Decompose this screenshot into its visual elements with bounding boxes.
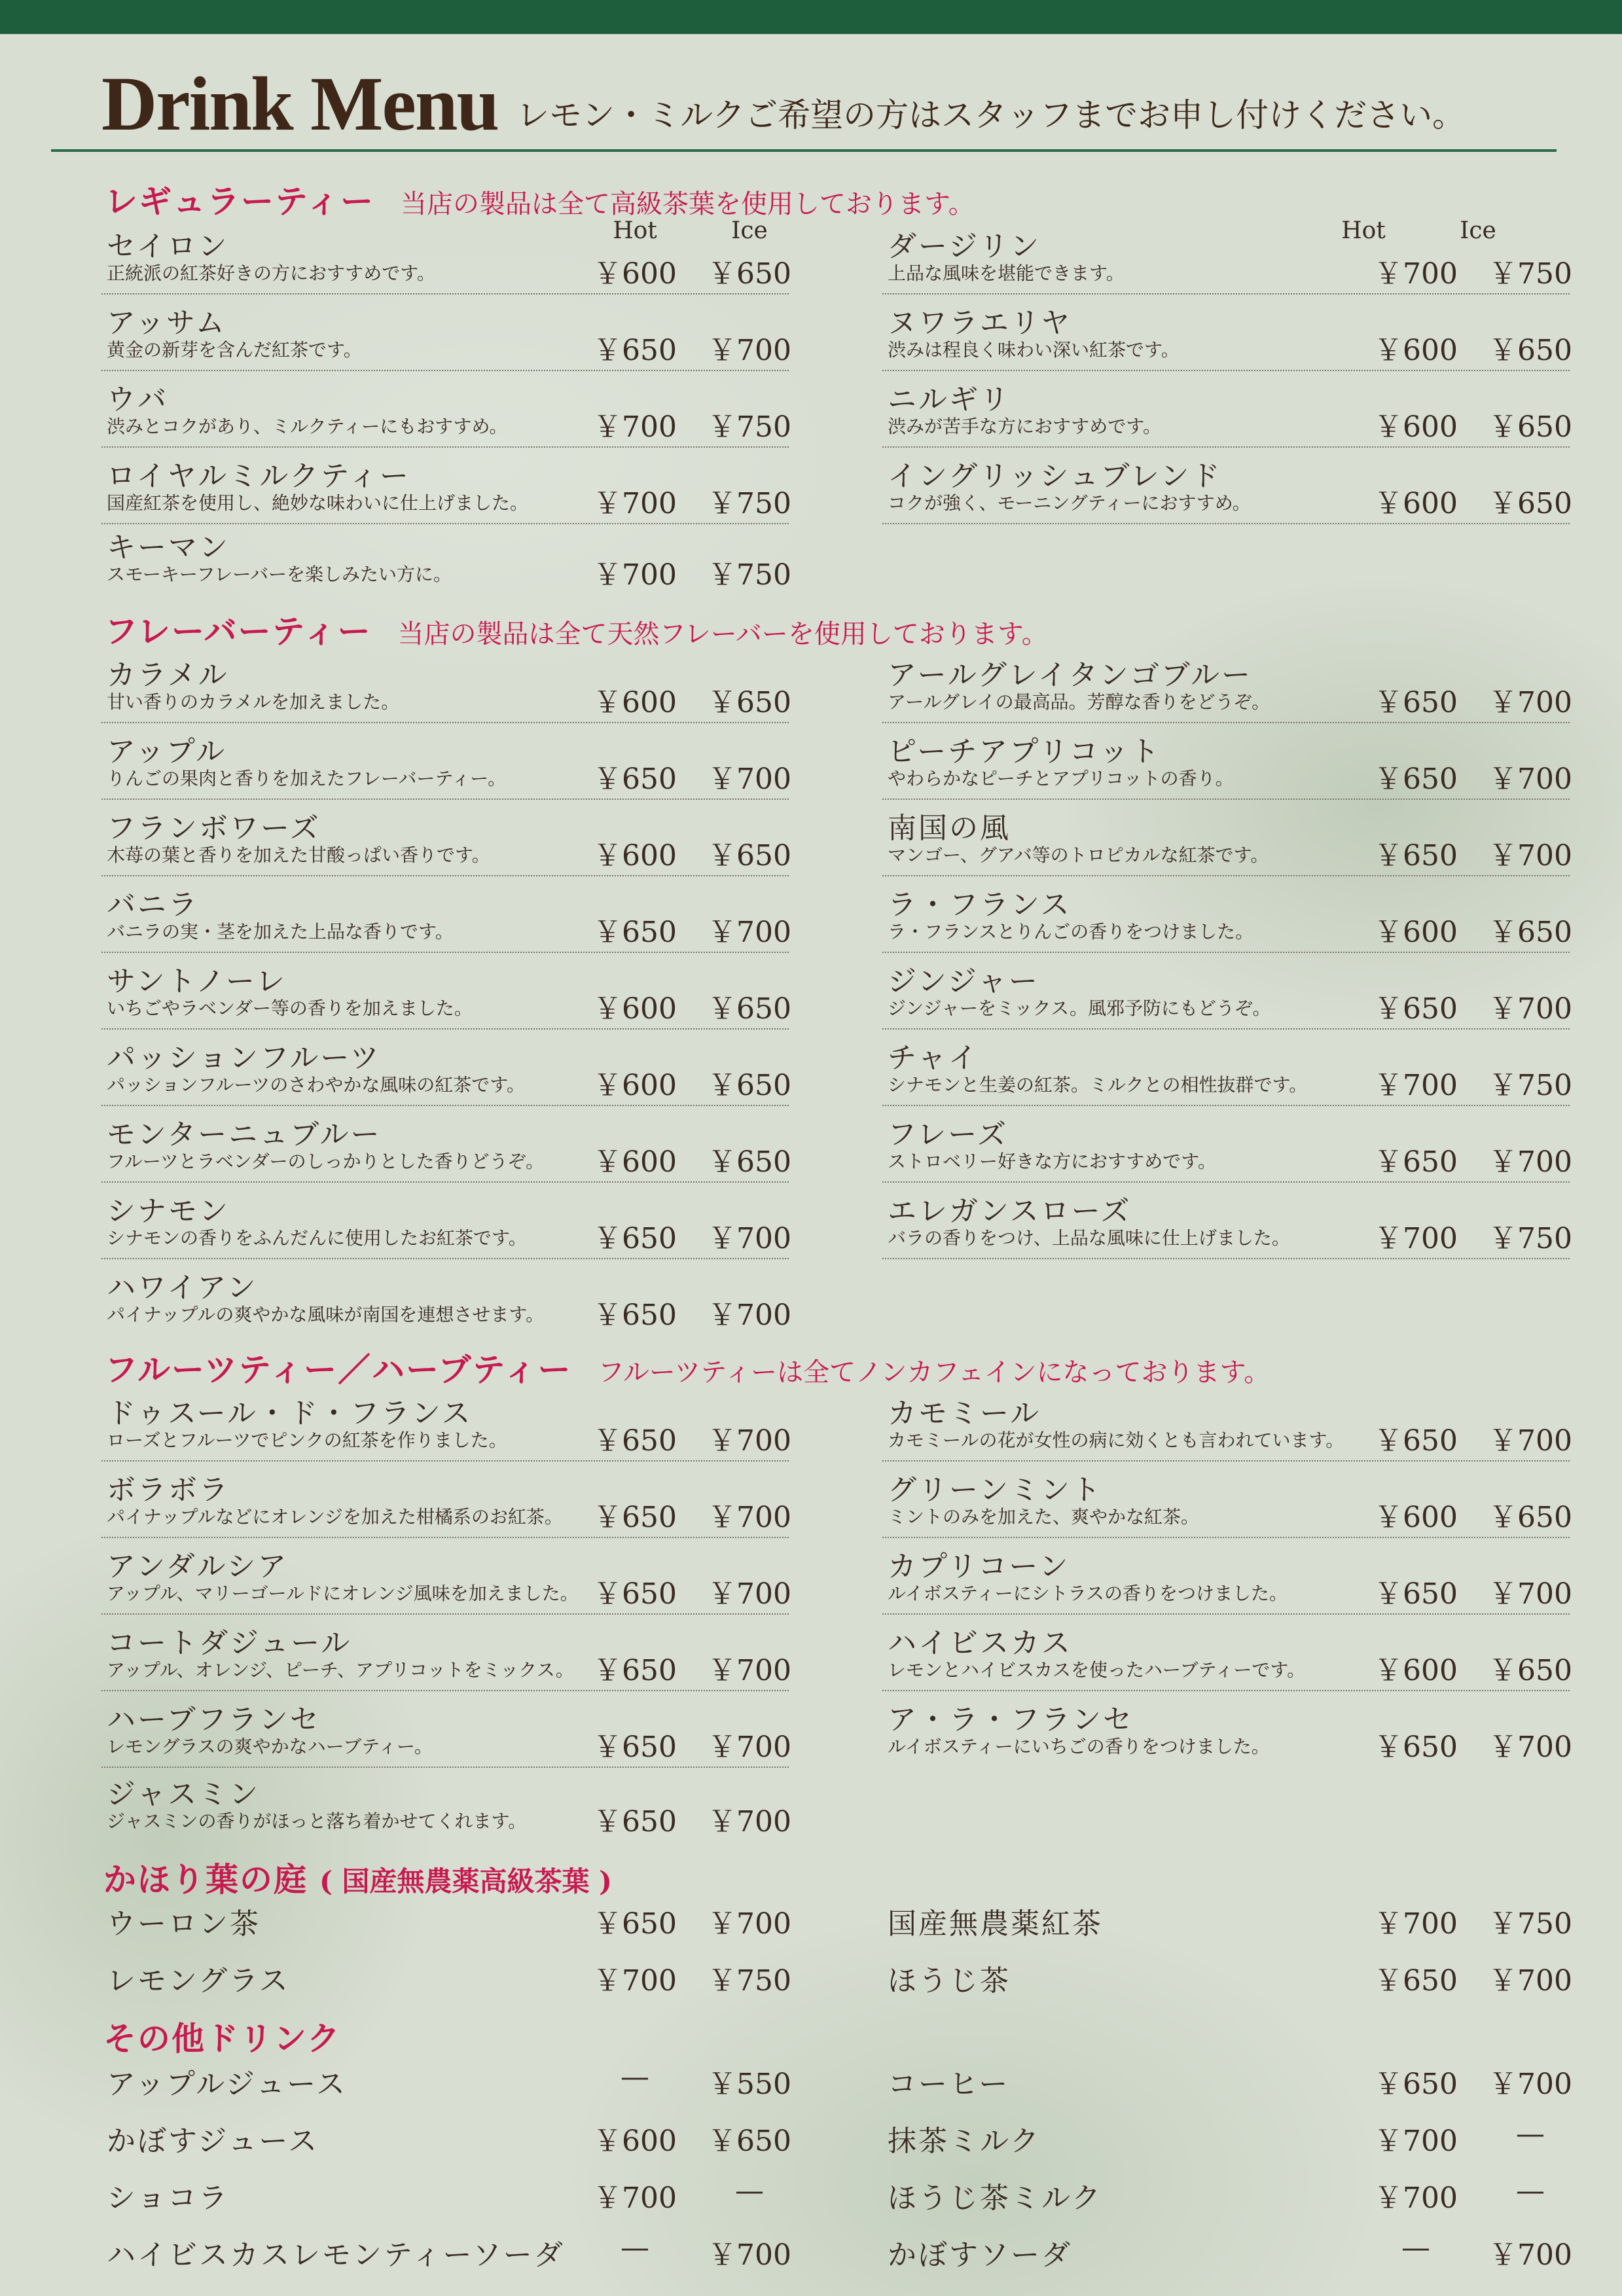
hot-price: —: [1401, 2231, 1430, 2265]
menu-item: [101, 452, 789, 524]
hot-price: ￥700: [593, 487, 677, 520]
menu-item: [882, 1390, 1570, 1462]
item-name: ハワイアン: [107, 1271, 258, 1304]
ice-price: ￥700: [1488, 762, 1572, 796]
menu-item: [101, 299, 789, 371]
section-title: フレーバーティー: [105, 612, 372, 651]
item-name: ヌワラエリヤ: [888, 306, 1072, 340]
item-name: ハイビスカスレモンティーソーダ: [107, 2238, 565, 2272]
ice-price: ￥700: [708, 1501, 791, 1534]
item-name: アッサム: [107, 306, 226, 340]
item-name: ニルギリ: [888, 383, 1011, 416]
section-note: ( 国産無農薬高級茶葉 ): [319, 1865, 612, 1897]
item-name: ア・ラ・フランセ: [888, 1703, 1134, 1736]
menu-item: [101, 1187, 789, 1259]
ice-price: ￥750: [708, 558, 791, 592]
ice-price: ￥650: [708, 1069, 791, 1102]
menu-item: [882, 1187, 1570, 1259]
item-name: アールグレイタンゴブルー: [888, 658, 1252, 692]
ice-price: ￥700: [708, 916, 791, 949]
hot-price: ￥700: [1374, 2125, 1458, 2158]
item-description: シナモンの香りをふんだんに使用したお紅茶です。: [107, 1227, 527, 1249]
item-description: フルーツとラベンダーのしっかりとした香りどうぞ。: [107, 1151, 545, 1172]
ice-price: ￥650: [1488, 487, 1572, 520]
menu-item: [882, 1466, 1570, 1538]
menu-item: [882, 1895, 1570, 1947]
menu-item: [101, 2226, 789, 2278]
ice-price: ￥750: [708, 487, 791, 520]
ice-price: ￥700: [708, 334, 791, 367]
item-description: ストロベリー好きな方におすすめです。: [888, 1151, 1217, 1172]
menu-item: [882, 223, 1570, 295]
menu-item: [101, 728, 789, 800]
item-description: ラ・フランスとりんごの香りをつけました。: [888, 921, 1254, 942]
hot-price: ￥650: [593, 1424, 677, 1458]
item-description: 国産紅茶を使用し、絶妙な味わいに仕上げました。: [107, 492, 529, 514]
ice-column-header: Ice: [731, 217, 768, 244]
section-note: フルーツティーは全てノンカフェインになっております。: [598, 1357, 1271, 1388]
ice-price: ￥700: [1488, 992, 1572, 1026]
ice-price: ￥700: [708, 1222, 791, 1255]
hot-price: ￥700: [1374, 1907, 1458, 1941]
item-description: 木苺の葉と香りを加えた甘酸っぱい香りです。: [107, 844, 490, 866]
menu-item: [882, 881, 1570, 953]
item-description: ルイボスティーにいちごの香りをつけました。: [888, 1736, 1270, 1757]
menu-item: [101, 524, 789, 596]
item-description: シナモンと生姜の紅茶。ミルクとの相性抜群です。: [888, 1074, 1308, 1096]
menu-item: [882, 452, 1570, 524]
item-name: ジャスミン: [107, 1778, 261, 1811]
hot-price: ￥600: [593, 257, 677, 291]
menu-item: [882, 804, 1570, 876]
menu-item: [101, 1466, 789, 1538]
section-note: 当店の製品は全て高級茶葉を使用しております。: [401, 189, 975, 219]
item-name: ドゥスール・ド・フランス: [107, 1397, 473, 1430]
menu-item: [101, 1952, 789, 2004]
ice-price: ￥700: [1488, 1145, 1572, 1179]
item-name: フレーズ: [888, 1118, 1009, 1151]
ice-price: ￥700: [1488, 2238, 1572, 2272]
item-name: エレガンスローズ: [888, 1194, 1132, 1228]
hot-price: —: [621, 2060, 649, 2094]
item-name: シナモン: [107, 1194, 230, 1228]
ice-price: ￥750: [708, 410, 791, 444]
hot-price: ￥650: [1374, 2068, 1458, 2101]
item-name: ウーロン茶: [107, 1907, 261, 1941]
item-name: カモミール: [888, 1397, 1041, 1430]
item-name: ほうじ茶ミルク: [888, 2181, 1103, 2215]
ice-price: ￥700: [1488, 686, 1572, 719]
item-description: アップル、マリーゴールドにオレンジ風味を加えました。: [107, 1583, 579, 1604]
item-description: 上品な風味を堪能できます。: [888, 262, 1125, 284]
hot-price: ￥600: [593, 1069, 677, 1102]
hot-price: ￥700: [1374, 1069, 1458, 1102]
item-name: アップルジュース: [107, 2068, 347, 2101]
hot-price: ￥650: [1374, 686, 1458, 719]
menu-item: [101, 2169, 789, 2221]
item-description: やわらかなピーチとアプリコットの香り。: [888, 768, 1234, 789]
menu-item: [101, 804, 789, 876]
item-name: グリーンミント: [888, 1473, 1103, 1507]
ice-price: ￥700: [708, 2238, 791, 2272]
item-name: キーマン: [107, 531, 230, 564]
top-bar: [0, 0, 1622, 34]
hot-column-header: Hot: [613, 217, 657, 244]
item-description: パッションフルーツのさわやかな風味の紅茶です。: [107, 1074, 525, 1096]
menu-item: [882, 1543, 1570, 1615]
menu-item: [101, 376, 789, 448]
item-description: 渋みとコクがあり、ミルクティーにもおすすめ。: [107, 416, 508, 437]
item-name: サントノーレ: [107, 965, 287, 998]
item-description: カモミールの花が女性の病に効くとも言われています。: [888, 1429, 1344, 1451]
hot-price: ￥650: [593, 762, 677, 796]
menu-item: [882, 1952, 1570, 2004]
hot-price: ￥650: [593, 1501, 677, 1534]
ice-price: ￥700: [708, 1299, 791, 1332]
item-name: チャイ: [888, 1041, 979, 1075]
ice-price: ￥650: [708, 1145, 791, 1179]
menu-item: [882, 958, 1570, 1030]
section-note: 当店の製品は全て天然フレーバーを使用しております。: [397, 619, 1048, 649]
hot-price: ￥650: [1374, 992, 1458, 1026]
item-description: ローズとフルーツでピンクの紅茶を作りました。: [107, 1429, 507, 1451]
menu-item: [101, 651, 789, 723]
item-name: 国産無農薬紅茶: [888, 1907, 1103, 1941]
header-divider: [51, 149, 1557, 152]
menu-item: [101, 1770, 789, 1842]
item-name: 南国の風: [888, 812, 1011, 845]
item-name: かぼすジュース: [107, 2125, 319, 2158]
hot-price: ￥700: [1374, 1222, 1458, 1255]
hot-price: ￥650: [593, 916, 677, 949]
item-description: パイナップルの爽やかな風味が南国を連想させます。: [107, 1304, 545, 1325]
item-name: ジンジャー: [888, 965, 1039, 998]
ice-price: ￥650: [708, 2125, 791, 2158]
item-description: レモンとハイビスカスを使ったハーブティーです。: [888, 1659, 1306, 1681]
item-description: バラの香りをつけ、上品な風味に仕上げました。: [888, 1227, 1290, 1249]
menu-item: [882, 2226, 1570, 2278]
item-description: アップル、オレンジ、ピーチ、アプリコットをミックス。: [107, 1659, 574, 1681]
ice-price: ￥700: [1488, 1424, 1572, 1458]
menu-item: [101, 1895, 789, 1947]
hot-price: ￥600: [593, 1145, 677, 1179]
item-name: ハイビスカス: [888, 1626, 1072, 1660]
ice-price: ￥700: [708, 1424, 791, 1458]
ice-price: ￥700: [708, 1577, 791, 1611]
ice-price: ￥700: [708, 1654, 791, 1687]
menu-item: [101, 1264, 789, 1336]
section-fruit-heading: [105, 1344, 1270, 1391]
item-name: かぼすソーダ: [888, 2238, 1072, 2272]
ice-price: —: [1516, 2174, 1545, 2208]
hot-price: ￥650: [1374, 1424, 1458, 1458]
menu-item: [101, 1696, 789, 1768]
item-name: ショコラ: [107, 2181, 230, 2215]
ice-price: ￥700: [1488, 2068, 1572, 2101]
ice-price: ￥550: [708, 2068, 791, 2101]
menu-item: [882, 651, 1570, 723]
item-name: モンターニュブルー: [107, 1118, 382, 1151]
ice-price: ￥700: [1488, 1964, 1572, 1998]
menu-header: [101, 58, 1561, 147]
item-description: ルイボスティーにシトラスの香りをつけました。: [888, 1583, 1288, 1604]
hot-price: ￥700: [1374, 2181, 1458, 2215]
hot-price: ￥600: [593, 686, 677, 719]
ice-price: ￥700: [1488, 839, 1572, 872]
hot-price: ￥600: [1374, 487, 1458, 520]
hot-price: ￥600: [593, 839, 677, 872]
hot-price: ￥700: [593, 410, 677, 444]
menu-item: [101, 1034, 789, 1106]
hot-price: ￥650: [593, 334, 677, 367]
hot-price: ￥650: [1374, 1731, 1458, 1764]
section-title: その他ドリンク: [103, 2019, 341, 2058]
hot-price: ￥650: [593, 1731, 677, 1764]
item-name: ロイヤルミルクティー: [107, 459, 410, 493]
hot-price: ￥700: [593, 1964, 677, 1998]
item-name: バニラ: [107, 888, 199, 922]
page-title: Drink Menu: [101, 61, 499, 147]
item-name: ハーブフランセ: [107, 1703, 321, 1736]
hot-price: ￥600: [1374, 1501, 1458, 1534]
ice-price: ￥650: [1488, 916, 1572, 949]
item-description: 黄金の新芽を含んだ紅茶です。: [107, 339, 362, 361]
page-subtitle: レモン・ミルクご希望の方はスタッフまでお申し付けください。: [516, 96, 1466, 134]
item-name: ほうじ茶: [888, 1964, 1011, 1998]
ice-price: ￥650: [1488, 410, 1572, 444]
hot-price: ￥650: [593, 1907, 677, 1941]
ice-price: ￥650: [708, 686, 791, 719]
ice-price: ￥700: [708, 1907, 791, 1941]
item-name: ラ・フランス: [888, 888, 1072, 922]
item-name: 抹茶ミルク: [888, 2125, 1041, 2158]
ice-price: ￥650: [1488, 1501, 1572, 1534]
ice-price: —: [1516, 2117, 1545, 2151]
item-description: ジンジャーをミックス。風邪予防にもどうぞ。: [888, 997, 1271, 1019]
ice-price: —: [735, 2174, 764, 2208]
item-name: カプリコーン: [888, 1550, 1070, 1583]
item-description: コクが強く、モーニングティーにおすすめ。: [888, 492, 1251, 514]
item-name: ピーチアプリコット: [888, 735, 1161, 768]
ice-price: ￥700: [708, 1731, 791, 1764]
menu-item: [101, 223, 789, 295]
hot-price: ￥650: [1374, 762, 1458, 796]
ice-price: ￥750: [1488, 1907, 1572, 1941]
hot-price: ￥700: [593, 2181, 677, 2215]
section-other-heading: [103, 2013, 341, 2060]
menu-item: [882, 1619, 1570, 1691]
ice-price: ￥650: [1488, 334, 1572, 367]
item-name: コーヒー: [888, 2068, 1010, 2101]
ice-price: ￥650: [708, 257, 791, 291]
menu-item: [101, 958, 789, 1030]
hot-price: ￥600: [1374, 916, 1458, 949]
ice-price: ￥650: [708, 839, 791, 872]
item-description: ジャスミンの香りがほっと落ち着かせてくれます。: [107, 1810, 527, 1832]
item-description: りんごの果肉と香りを加えたフレーバーティー。: [107, 768, 507, 789]
item-description: 渋みが苦手な方におすすめです。: [888, 416, 1162, 437]
menu-item: [101, 1111, 789, 1183]
menu-item: [882, 2169, 1570, 2221]
item-name: アンダルシア: [107, 1550, 289, 1583]
item-description: アールグレイの最高品。芳醇な香りをどうぞ。: [888, 691, 1271, 713]
menu-item: [101, 881, 789, 953]
hot-price: ￥650: [1374, 1145, 1458, 1179]
hot-column-header: Hot: [1341, 217, 1386, 244]
ice-price: ￥700: [708, 762, 791, 796]
menu-item: [882, 728, 1570, 800]
ice-price: ￥700: [1488, 1731, 1572, 1764]
menu-item: [882, 2112, 1570, 2164]
item-description: パイナップルなどにオレンジを加えた柑橘系のお紅茶。: [107, 1506, 563, 1528]
item-description: レモングラスの爽やかなハーブティー。: [107, 1736, 433, 1757]
hot-price: ￥650: [593, 1654, 677, 1687]
menu-item: [882, 1034, 1570, 1106]
hot-price: ￥700: [1374, 257, 1458, 291]
hot-price: ￥700: [593, 558, 677, 592]
item-name: ダージリン: [888, 230, 1041, 263]
item-name: ボラボラ: [107, 1473, 230, 1507]
hot-price: ￥600: [1374, 1654, 1458, 1687]
menu-item: [882, 2055, 1570, 2108]
item-name: コートダジュール: [107, 1626, 352, 1660]
hot-price: ￥600: [1374, 334, 1458, 367]
hot-price: —: [621, 2231, 649, 2265]
item-name: フランボワーズ: [107, 812, 321, 845]
menu-item: [101, 2112, 789, 2164]
hot-price: ￥600: [593, 992, 677, 1026]
item-description: マンゴー、グアバ等のトロピカルな紅茶です。: [888, 844, 1269, 866]
item-name: パッションフルーツ: [107, 1041, 381, 1075]
item-description: 正統派の紅茶好きの方におすすめです。: [107, 262, 436, 284]
hot-price: ￥600: [1374, 410, 1458, 444]
section-regular-heading: [105, 175, 975, 223]
hot-price: ￥650: [593, 1577, 677, 1611]
item-name: セイロン: [107, 230, 229, 263]
ice-price: ￥700: [708, 1805, 791, 1839]
ice-price: ￥750: [1488, 1069, 1572, 1102]
menu-item: [101, 1390, 789, 1462]
item-description: バニラの実・茎を加えた上品な香りです。: [107, 921, 454, 942]
menu-item: [101, 2055, 789, 2108]
menu-item: [882, 376, 1570, 448]
item-description: いちごやラベンダー等の香りを加えました。: [107, 997, 473, 1019]
ice-price: ￥650: [708, 992, 791, 1026]
hot-price: ￥650: [1374, 1964, 1458, 1998]
item-description: ミントのみを加えた、爽やかな紅茶。: [888, 1506, 1200, 1528]
menu-item: [101, 1543, 789, 1615]
ice-column-header: Ice: [1460, 217, 1496, 244]
ice-price: ￥750: [708, 1964, 791, 1998]
menu-item: [882, 1111, 1570, 1183]
item-name: カラメル: [107, 658, 229, 692]
ice-price: ￥750: [1488, 257, 1572, 291]
menu-item: [882, 299, 1570, 371]
ice-price: ￥750: [1488, 1222, 1572, 1255]
menu-item: [882, 1696, 1570, 1768]
hot-price: ￥650: [1374, 839, 1458, 872]
item-name: レモングラス: [107, 1964, 290, 1998]
section-title: かほり葉の庭: [103, 1860, 308, 1899]
hot-price: ￥650: [593, 1299, 677, 1332]
ice-price: ￥700: [1488, 1577, 1572, 1611]
section-title: レギュラーティー: [105, 182, 374, 221]
hot-price: ￥600: [593, 2125, 677, 2158]
ice-price: ￥650: [1488, 1654, 1572, 1687]
section-kahori-heading: [103, 1854, 612, 1901]
hot-price: ￥650: [593, 1805, 677, 1839]
menu-item: [101, 1619, 789, 1691]
item-description: 渋みは程良く味わい深い紅茶です。: [888, 339, 1180, 361]
hot-price: ￥650: [1374, 1577, 1458, 1611]
item-description: 甘い香りのカラメルを加えました。: [107, 691, 400, 713]
section-flavor-heading: [105, 605, 1048, 653]
section-title: フルーツティー／ハーブティー: [105, 1350, 572, 1389]
item-description: スモーキーフレーバーを楽しみたい方に。: [107, 564, 452, 585]
item-name: イングリッシュブレンド: [888, 459, 1222, 493]
item-name: ウバ: [107, 383, 168, 416]
hot-price: ￥650: [593, 1222, 677, 1255]
item-name: アップル: [107, 735, 227, 768]
